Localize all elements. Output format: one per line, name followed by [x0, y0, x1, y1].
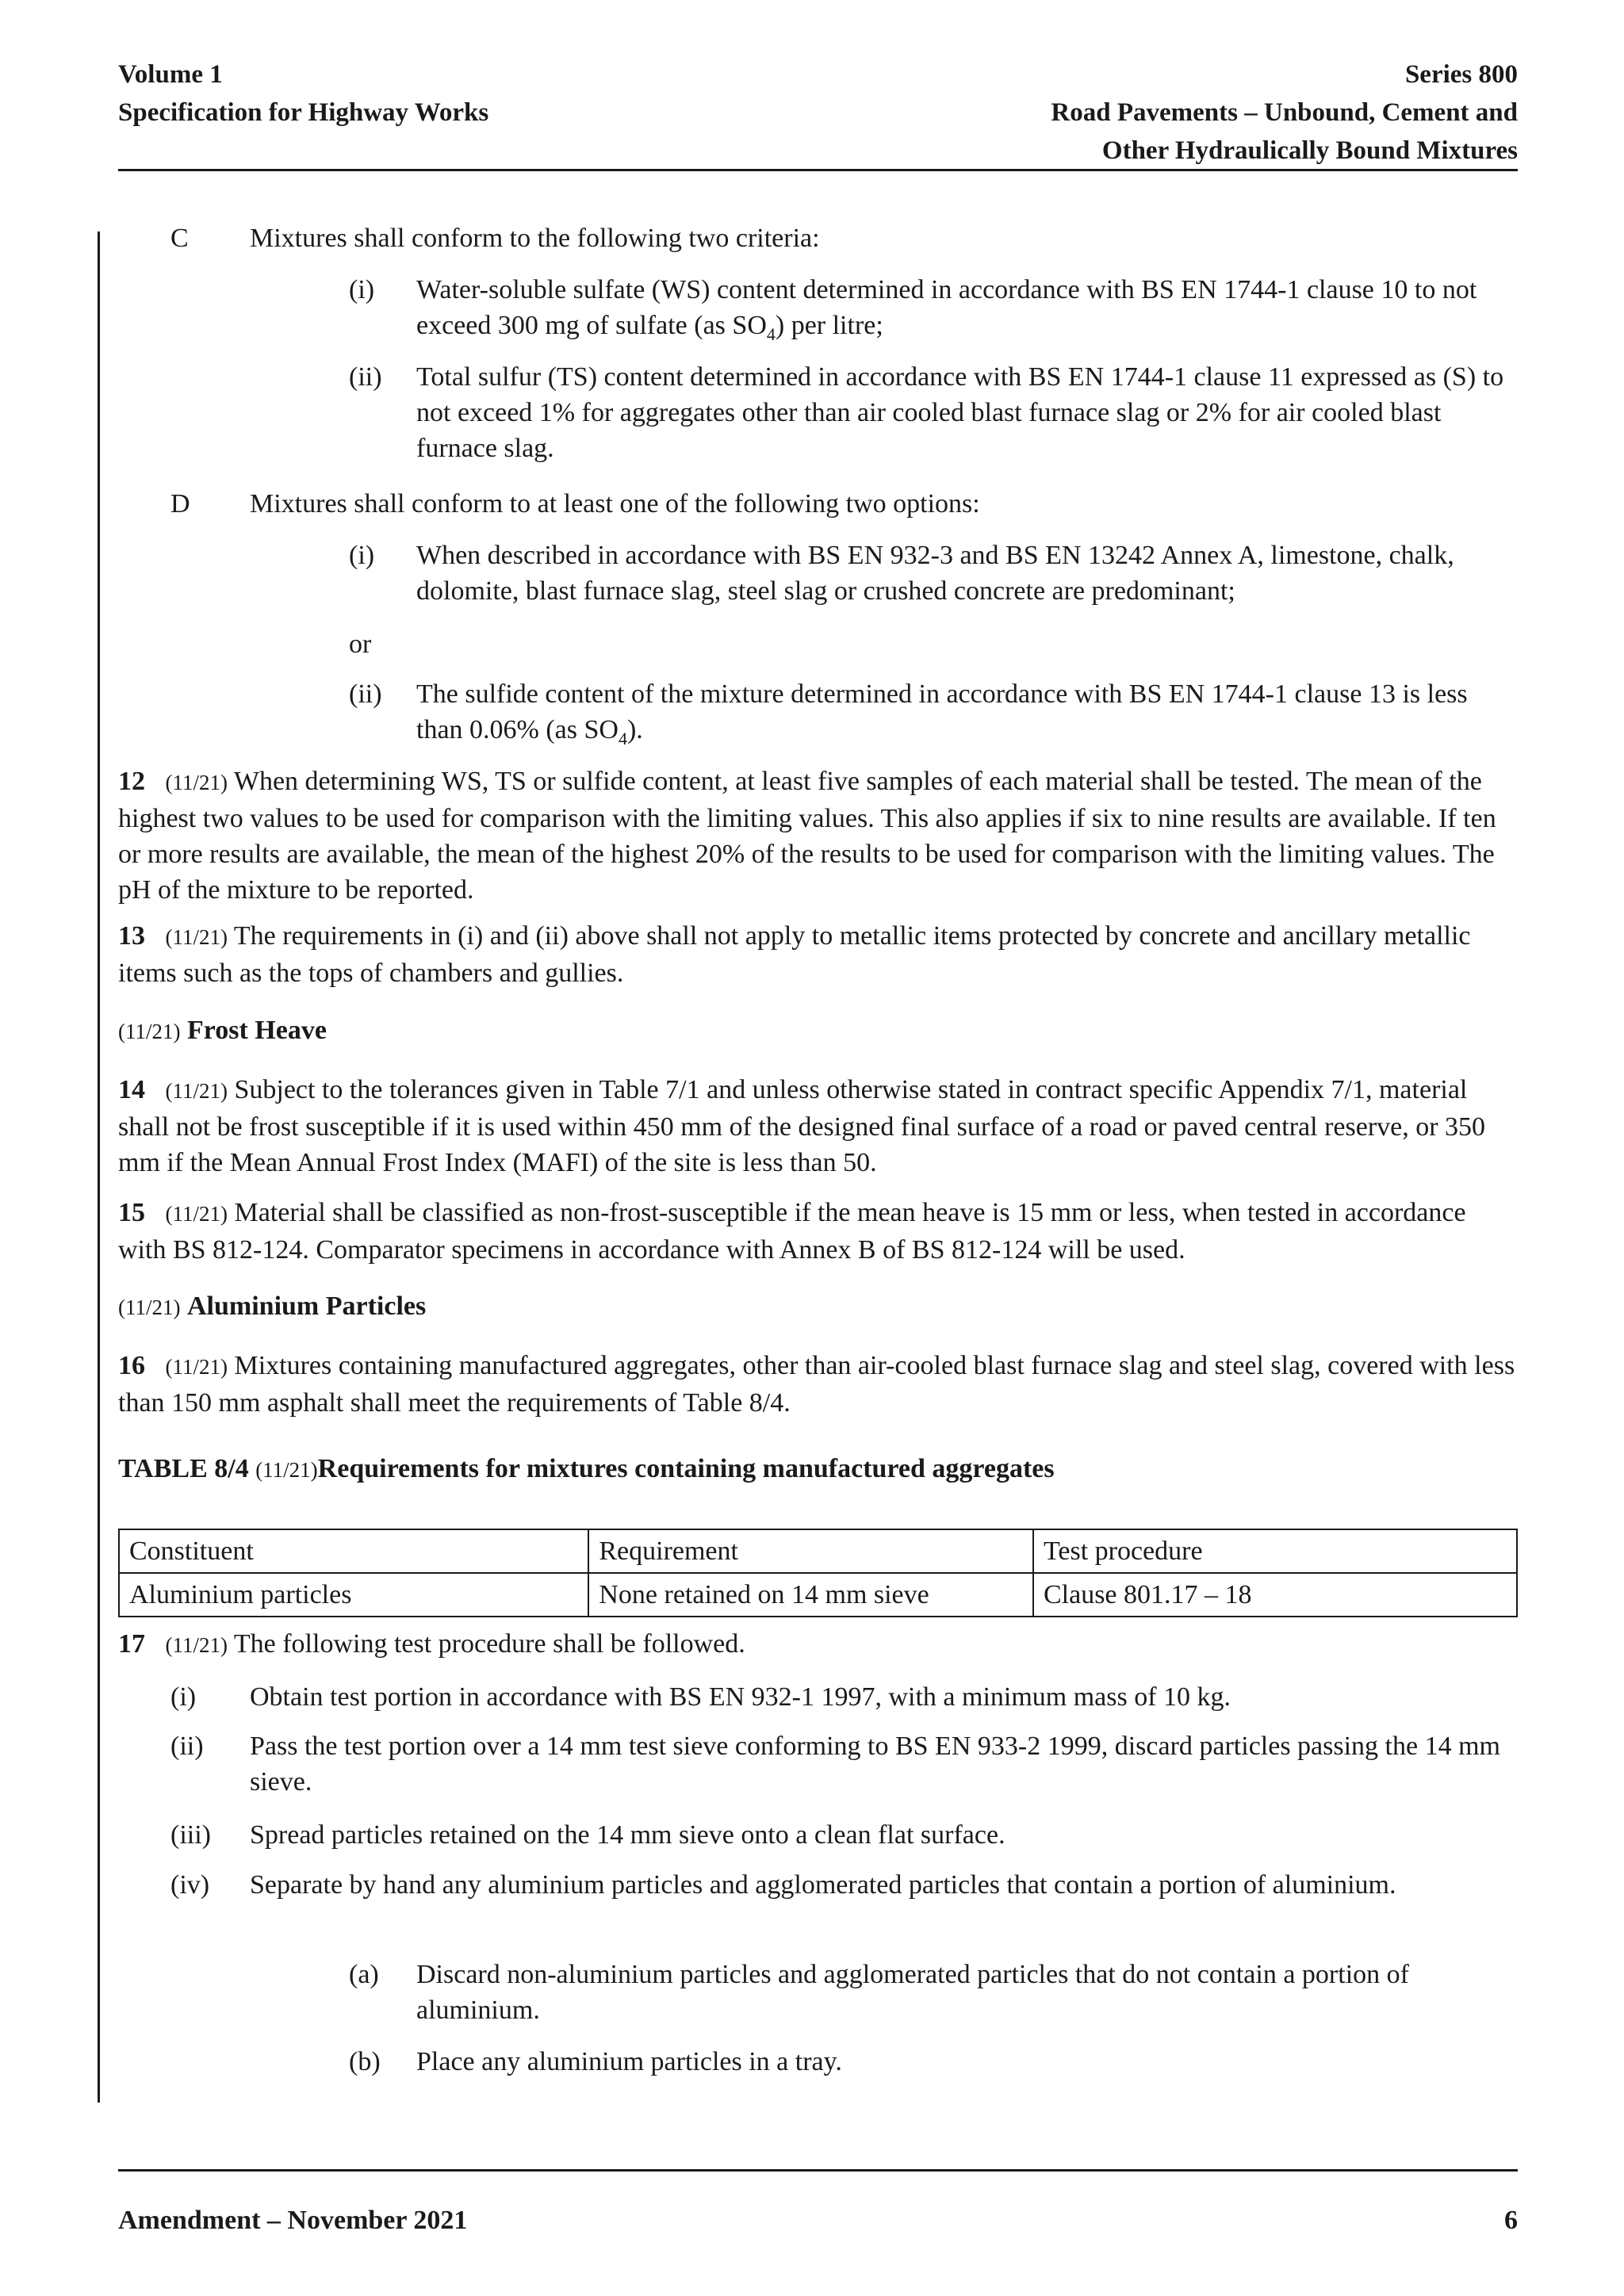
paragraph-text: The requirements in (i) and (ii) above shall not apply to metallic items protected by concrete and ancillary metallic items such as the tops of chambers and gullies.	[118, 921, 1471, 988]
section-heading: Aluminium Particles	[186, 1292, 427, 1321]
paragraph-text: The following test procedure shall be followed.	[233, 1629, 745, 1659]
heading-frost-heave	[118, 1012, 1518, 1050]
paragraph-number: 16	[118, 1351, 145, 1380]
substep-label: (b)	[349, 2047, 381, 2076]
section-heading: Frost Heave	[186, 1016, 327, 1045]
table-cell: None retained on 14 mm sieve	[588, 1573, 1033, 1617]
series-title-line2: Other Hydraulically Bound Mixtures	[1101, 136, 1518, 165]
paragraph-16	[118, 1348, 1518, 1421]
step-text: Obtain test portion in accordance with BS EN 932-1 1997, with a minimum mass of 10 kg.	[250, 1682, 1231, 1712]
paragraph-15	[118, 1195, 1518, 1268]
page-number: 6	[1504, 2206, 1518, 2235]
paragraph-13	[118, 918, 1518, 991]
paragraph-12	[118, 763, 1518, 908]
clause-c-item-text: Total sulfur (TS) content determined in accordance with BS EN 1744-1 clause 11 expressed as (S) to not exceed 1% for aggregates other than air cooled blast furnace slag or 2% for air cooled blast furnace slag.	[416, 362, 1504, 463]
clause-d-text: Mixtures shall conform to at least one of the following two options:	[250, 489, 980, 519]
paragraph-number: 17	[118, 1629, 145, 1659]
clause-d-label: D	[170, 489, 190, 519]
step-text: Spread particles retained on the 14 mm sieve onto a clean flat surface.	[250, 1820, 1005, 1850]
table-label: TABLE 8/4	[118, 1454, 249, 1483]
table-cell: Aluminium particles	[119, 1573, 588, 1617]
table-header-row	[119, 1529, 1517, 1573]
change-bar	[98, 232, 100, 2103]
clause-c-item-text: Water-soluble sulfate (WS) content determined in accordance with BS EN 1744-1 clause 10 to not exceed 300 mg of sulfate (as $SO_4$) per litre;	[416, 275, 1477, 344]
header-rule	[118, 169, 1518, 171]
paragraph-text: Subject to the tolerances given in Table 7/1 and unless otherwise stated in contract specific Appendix 7/1, material shall not be frost susceptible if it is used within 450 mm of the designed final surface of a road or paved central reserve, or 350 mm if the Mean Annual Frost Index (MAFI) of the site is less than 50.	[118, 1075, 1486, 1177]
footer-amendment: Amendment – November 2021	[118, 2206, 468, 2235]
clause-d-item-text: The sulfide content of the mixture determined in accordance with BS EN 1744-1 clause 13 is less than 0.06% (as $SO_4$).	[416, 679, 1468, 748]
requirements-table	[118, 1529, 1518, 1617]
volume-label: Volume 1	[118, 60, 223, 89]
heading-aluminium-particles	[118, 1288, 1518, 1326]
paragraph-14	[118, 1072, 1518, 1181]
header-left	[118, 55, 488, 132]
amendment-tag: (11/21)	[165, 1202, 228, 1226]
clause-d-or: or	[349, 629, 372, 659]
table-header-cell: Requirement	[588, 1529, 1033, 1573]
footer-rule	[118, 2169, 1518, 2172]
clause-c-label: C	[170, 224, 189, 253]
table-cell: Clause 801.17 – 18	[1033, 1573, 1517, 1617]
paragraph-number: 13	[118, 921, 145, 951]
amendment-tag: (11/21)	[165, 1633, 228, 1657]
paragraph-number: 15	[118, 1198, 145, 1227]
clause-c-item-label: (ii)	[349, 362, 382, 392]
step-text: Separate by hand any aluminium particles and agglomerated particles that contain a portion of aluminium.	[250, 1870, 1396, 1900]
table-header-cell: Constituent	[119, 1529, 588, 1573]
amendment-tag: (11/21)	[165, 1355, 228, 1379]
amendment-tag: (11/21)	[118, 1295, 181, 1319]
header-right	[1051, 55, 1518, 170]
paragraph-number: 14	[118, 1075, 145, 1104]
spec-title: Specification for Highway Works	[118, 98, 489, 127]
table-row	[119, 1573, 1517, 1617]
clause-c-item-label: (i)	[349, 275, 375, 304]
step-text: Pass the test portion over a 14 mm test sieve conforming to BS EN 933-2 1999, discard particles passing the 14 mm sieve.	[250, 1732, 1500, 1797]
clause-c-text: Mixtures shall conform to the following two criteria:	[250, 224, 820, 253]
amendment-tag: (11/21)	[165, 771, 228, 794]
paragraph-text: Material shall be classified as non-frost-susceptible if the mean heave is 15 mm or less, when tested in accordance with BS 812-124. Comparator specimens in accordance with Annex B of BS 812-124 will be used.	[118, 1198, 1466, 1265]
substep-text: Place any aluminium particles in a tray.	[416, 2047, 842, 2076]
step-label: (iii)	[170, 1820, 211, 1850]
paragraph-number: 12	[118, 767, 145, 796]
substep-text: Discard non-aluminium particles and agglomerated particles that do not contain a portion of aluminium.	[416, 1960, 1409, 2025]
step-label: (iv)	[170, 1870, 210, 1900]
series-label: Series 800	[1404, 60, 1518, 89]
paragraph-text: Mixtures containing manufactured aggregates, other than air-cooled blast furnace slag and steel slag, covered with less than 150 mm asphalt shall meet the requirements of Table 8/4.	[118, 1351, 1515, 1418]
table-header-cell: Test procedure	[1033, 1529, 1517, 1573]
amendment-tag: (11/21)	[165, 1079, 228, 1103]
table-caption	[118, 1451, 1518, 1488]
clause-d-item-label: (i)	[349, 541, 375, 570]
table-title: Requirements for mixtures containing manufactured aggregates	[317, 1454, 1055, 1483]
amendment-tag: (11/21)	[165, 925, 228, 949]
amendment-tag: (11/21)	[118, 1020, 181, 1043]
amendment-tag: (11/21)	[255, 1458, 318, 1482]
paragraph-17	[118, 1626, 1518, 1663]
clause-d-item-label: (ii)	[349, 679, 382, 709]
clause-d-item-text: When described in accordance with BS EN 932-3 and BS EN 13242 Annex A, limestone, chalk, dolomite, blast furnace slag, steel slag or crushed concrete are predominant;	[416, 541, 1454, 606]
series-title-line1: Road Pavements – Unbound, Cement and	[1051, 98, 1518, 127]
paragraph-text: When determining WS, TS or sulfide content, at least five samples of each material shall be tested. The mean of the highest two values to be used for comparison with the limiting values. This also applies if six to nine results are available. If ten or more results are available, the mean of the highest 20% of the results to be used for comparison with the limiting values. The pH of the mixture to be reported.	[118, 767, 1496, 905]
substep-label: (a)	[349, 1960, 379, 1989]
step-label: (ii)	[170, 1732, 204, 1761]
step-label: (i)	[170, 1682, 197, 1712]
